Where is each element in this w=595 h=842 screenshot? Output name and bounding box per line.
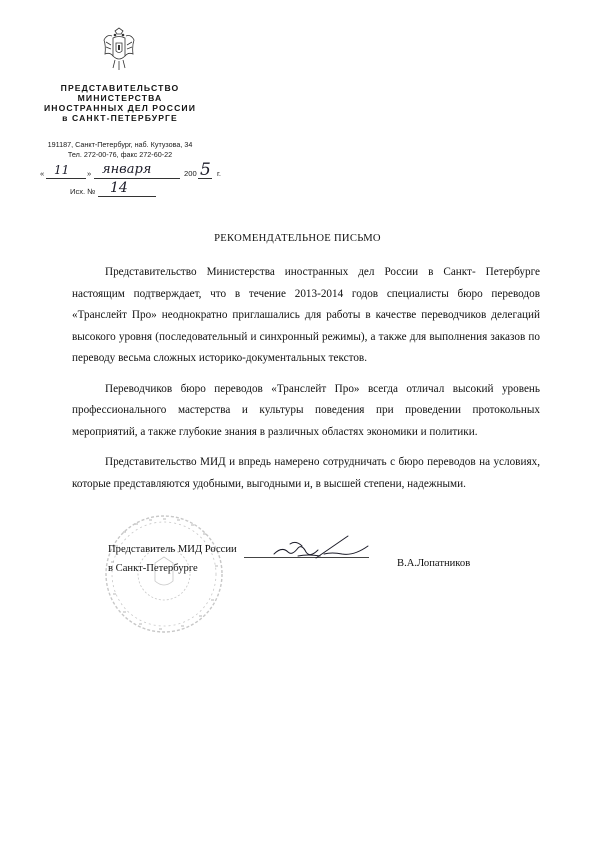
letter-body [72, 262, 540, 504]
outgoing-underline [98, 196, 156, 197]
contact-block [20, 140, 220, 159]
date-year-digit: 5 [200, 160, 211, 180]
date-year-suffix: г. [217, 169, 221, 178]
org-line: ИНОСТРАННЫХ ДЕЛ РОССИИ [44, 103, 196, 113]
organization-name [20, 83, 220, 123]
org-line: ПРЕДСТАВИТЕЛЬСТВО [60, 83, 180, 93]
org-line: МИНИСТЕРСТВА [77, 93, 163, 103]
day-underline [46, 178, 86, 179]
paragraph: Представительство МИД и впредь намерено сотрудничать с бюро переводов на условиях, которые представляются удобными, выгодными и, в высшей степени, надежными. [72, 456, 540, 490]
position-line: Представитель МИД России [108, 544, 237, 555]
signatory-name: В.А.Лопатников [397, 558, 471, 569]
outgoing-label: Исх. № [70, 187, 96, 196]
outgoing-number: 14 [110, 180, 128, 196]
address: 191187, Санкт-Петербург, наб. Кутузова, 34 [47, 140, 193, 149]
year-underline [198, 178, 212, 179]
signatory-position [108, 540, 237, 578]
document-title: РЕКОМЕНДАТЕЛЬНОЕ ПИСЬМО [214, 233, 381, 244]
month-underline [94, 178, 180, 179]
date-quote-close: » [87, 169, 92, 178]
paragraph: Переводчиков бюро переводов «Транслейт Про» всегда отличал высокий уровень профессионального мастерства и культуры поведения при проведении протокольных мероприятий, а также глубокие знания в различных областях экономики и политики. [72, 382, 540, 438]
date-day: 11 [54, 163, 70, 177]
handwritten-signature [268, 532, 378, 566]
date-quote-open: « [40, 169, 45, 178]
date-year-prefix: 200 [184, 169, 197, 178]
date-line [40, 160, 240, 181]
coat-of-arms-icon [102, 26, 136, 76]
position-line: в Санкт-Петербурге [108, 563, 198, 574]
paragraph: Представительство Министерства иностранных дел России в Санкт- Петербурге настоящим подтверждает, что в течение 2013-2014 годов специалисты бюро переводов «Транслейт Про» неоднократно приглашались для работы в качестве переводчиков делегаций высокого уровня (последовательный и синхронный режимы), а также для выполнения заказов по переводу весьма сложных историко-документальных текстов. [72, 266, 540, 364]
org-line: в САНКТ-ПЕТЕРБУРГЕ [62, 113, 178, 123]
date-month: января [102, 162, 152, 177]
outgoing-number-line [70, 180, 210, 200]
phones: Тел. 272-00-76, факс 272-60-22 [67, 149, 173, 159]
